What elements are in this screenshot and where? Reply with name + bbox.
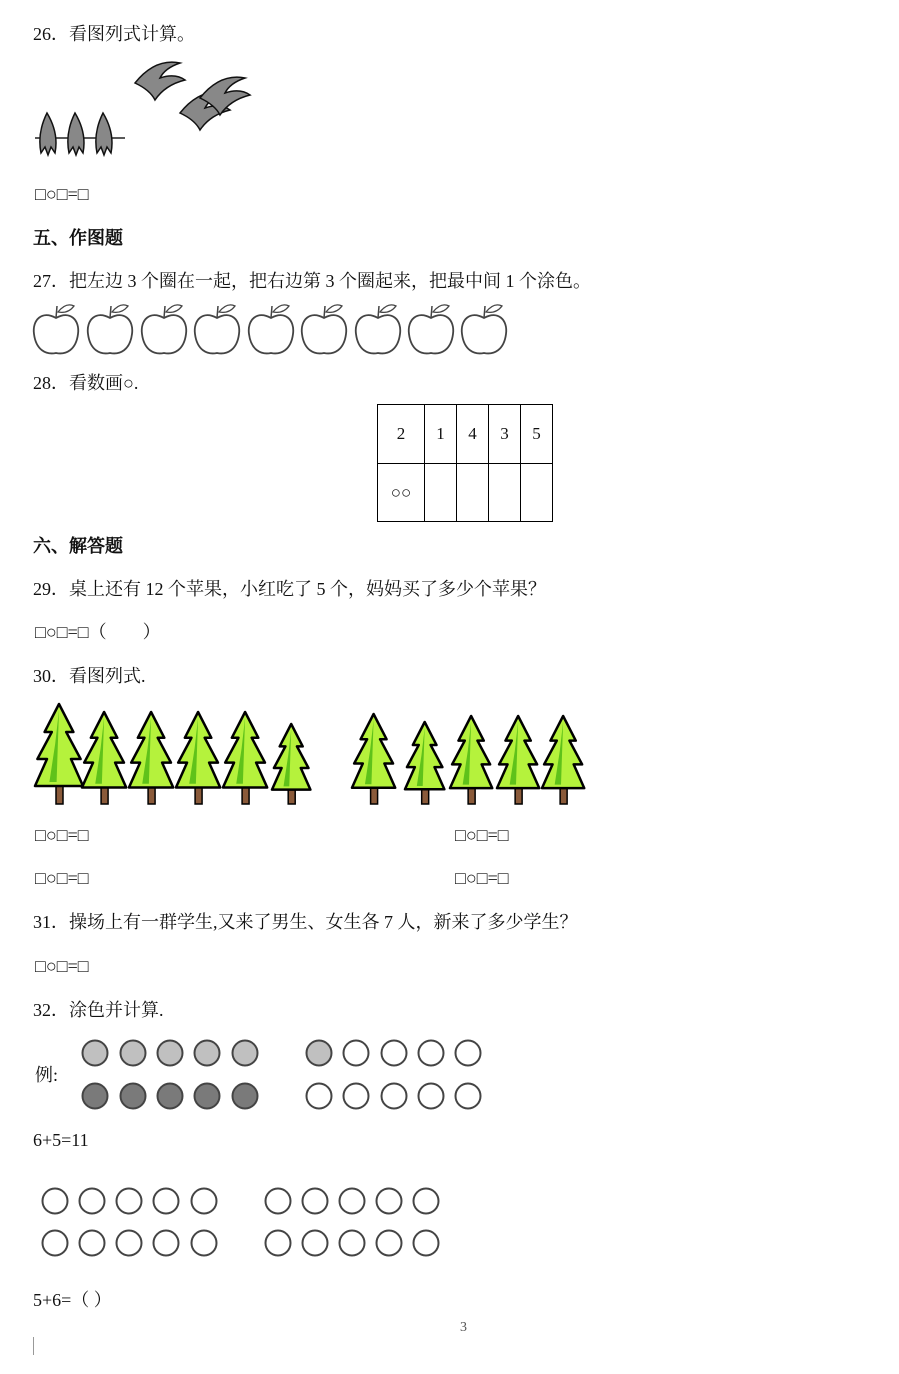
dark-circle — [83, 1084, 108, 1109]
q31-equation: □○□=□ — [35, 956, 89, 976]
empty-circle — [117, 1189, 142, 1214]
number-cell: 5 — [521, 405, 553, 464]
birds-illustration — [35, 63, 250, 163]
empty-circle — [456, 1084, 481, 1109]
q30-equation-4: □○□=□ — [455, 868, 509, 888]
empty-circle — [154, 1231, 179, 1256]
q29-equation: □○□=□（ ） — [35, 622, 161, 642]
count-draw-table — [377, 404, 553, 522]
apple-icon — [409, 305, 454, 354]
flying-bird-icon — [135, 62, 185, 100]
empty-circle — [266, 1189, 291, 1214]
empty-circle — [43, 1189, 68, 1214]
tree-icon — [223, 712, 267, 804]
section-5-heading: 五、作图题 — [33, 228, 123, 248]
apple-icon — [142, 305, 187, 354]
tree-icon — [405, 722, 444, 804]
dark-circle — [121, 1084, 146, 1109]
shaded-circle — [195, 1041, 220, 1066]
dark-circle — [158, 1084, 183, 1109]
circle-cell[interactable] — [489, 464, 521, 522]
number-cell: 1 — [425, 405, 457, 464]
empty-circle — [382, 1041, 407, 1066]
apple-icon — [356, 305, 401, 354]
shaded-circle — [158, 1041, 183, 1066]
empty-circle — [117, 1231, 142, 1256]
empty-circle — [344, 1084, 369, 1109]
q32-equation: 5+6=（ ） — [33, 1290, 112, 1310]
tree-icon — [272, 724, 310, 804]
q29-title: 29．桌上还有 12 个苹果，小红吃了 5 个，妈妈买了多少个苹果？ — [33, 579, 546, 599]
q30-equation-2: □○□=□ — [455, 825, 509, 845]
number-cell: 3 — [489, 405, 521, 464]
empty-circle — [414, 1189, 439, 1214]
empty-circle — [80, 1231, 105, 1256]
number-cell: 4 — [457, 405, 489, 464]
empty-circle — [344, 1041, 369, 1066]
shaded-circle — [307, 1041, 332, 1066]
q27-title: 27．把左边 3 个圈在一起，把右边第 3 个圈起来，把最中间 1 个涂色。 — [33, 271, 591, 291]
page-number: 3 — [460, 1320, 467, 1335]
perched-bird-icon — [96, 113, 112, 155]
empty-circle — [414, 1231, 439, 1256]
apple-icon — [195, 305, 240, 354]
apples-row — [32, 302, 512, 358]
q26-equation: □○□=□ — [35, 184, 89, 204]
empty-circle — [192, 1231, 217, 1256]
empty-circle — [192, 1189, 217, 1214]
margin-mark — [33, 1337, 34, 1355]
example-label: 例: — [35, 1065, 59, 1085]
q31-title: 31．操场上有一群学生,又来了男生、女生各 7 人，新来了多少学生？ — [33, 912, 578, 932]
circles-diagram — [30, 1030, 510, 1290]
section-6-heading: 六、解答题 — [33, 536, 123, 556]
circle-cell[interactable] — [521, 464, 553, 522]
empty-circle — [340, 1189, 365, 1214]
q30-equation-3: □○□=□ — [35, 868, 89, 888]
empty-circle — [154, 1189, 179, 1214]
circle-cell[interactable] — [425, 464, 457, 522]
shaded-circle — [83, 1041, 108, 1066]
tree-icon — [542, 716, 584, 804]
empty-circle — [80, 1189, 105, 1214]
number-cell: 2 — [378, 405, 425, 464]
tree-icon — [35, 704, 83, 804]
tree-icon — [82, 712, 126, 804]
empty-circle — [419, 1041, 444, 1066]
apple-icon — [88, 305, 133, 354]
empty-circle — [382, 1084, 407, 1109]
circle-cell: ○○ — [378, 464, 425, 522]
empty-circle — [340, 1231, 365, 1256]
q32-title: 32．涂色并计算. — [33, 1000, 164, 1020]
example-equation: 6+5=11 — [33, 1130, 89, 1150]
apple-icon — [34, 305, 79, 354]
tree-icon — [450, 716, 492, 804]
dark-circle — [233, 1084, 258, 1109]
trees-illustration — [32, 700, 592, 808]
q30-equation-1: □○□=□ — [35, 825, 89, 845]
empty-circle — [266, 1231, 291, 1256]
tree-icon — [129, 712, 173, 804]
perched-bird-icon — [40, 113, 56, 155]
apple-icon — [249, 305, 294, 354]
empty-circle — [307, 1084, 332, 1109]
dark-circle — [195, 1084, 220, 1109]
tree-icon — [176, 712, 220, 804]
empty-circle — [419, 1084, 444, 1109]
circle-cell[interactable] — [457, 464, 489, 522]
empty-circle — [303, 1231, 328, 1256]
empty-circle — [43, 1231, 68, 1256]
apple-icon — [302, 305, 347, 354]
q30-title: 30．看图列式. — [33, 666, 146, 686]
apple-icon — [462, 305, 507, 354]
empty-circle — [377, 1231, 402, 1256]
shaded-circle — [233, 1041, 258, 1066]
tree-icon — [352, 714, 395, 804]
shaded-circle — [121, 1041, 146, 1066]
empty-circle — [377, 1189, 402, 1214]
q28-title: 28．看数画○. — [33, 373, 139, 393]
perched-bird-icon — [68, 113, 84, 155]
empty-circle — [456, 1041, 481, 1066]
tree-icon — [497, 716, 539, 804]
empty-circle — [303, 1189, 328, 1214]
q26-title: 26．看图列式计算。 — [33, 24, 195, 44]
